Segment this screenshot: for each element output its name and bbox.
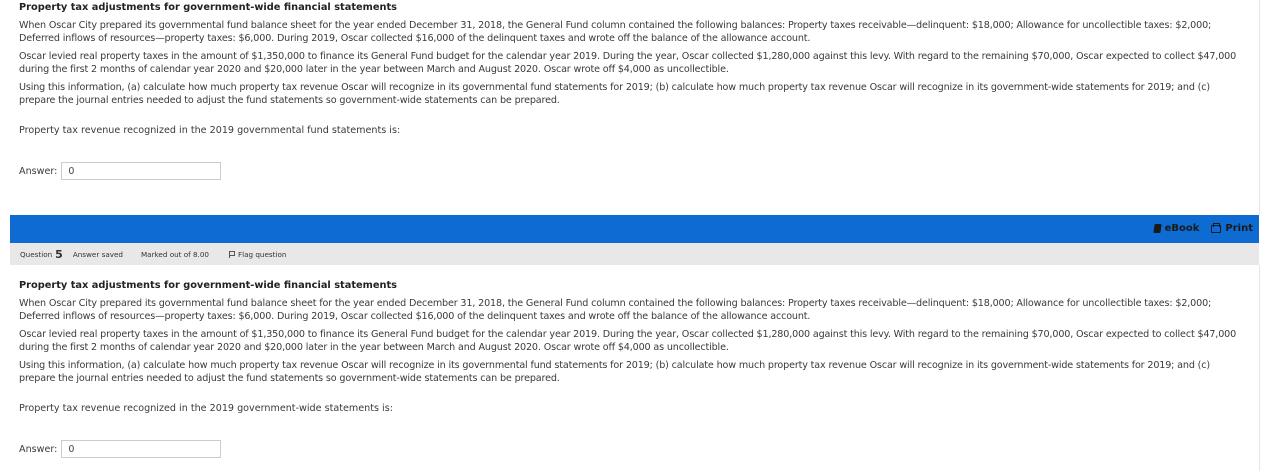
answer-row <box>19 440 1249 458</box>
question-block-1 <box>10 0 1260 215</box>
marked-out-of: Marked out of 8.00 <box>140 249 209 259</box>
flag-question-button[interactable] <box>229 250 286 259</box>
question-block-2 <box>10 265 1260 471</box>
question-paragraph: When Oscar City prepared its governmental fund balance sheet for the year ended December 31, 2018, the General Fund column contained the following balances: Property taxes receivable—delinquent: $18,000; Allowance for uncollectible taxes: $2,000; Deferred inflows of resources—property taxes: $6,000. During 2019, Oscar collected $16,000 of the delinquent taxes and wrote off the balance of the allowance account. <box>19 20 1212 45</box>
ebook-label: eBook <box>1164 223 1200 234</box>
question-toolbar <box>10 215 1259 243</box>
flag-icon <box>229 251 235 258</box>
ebook-link[interactable] <box>1154 223 1200 234</box>
question-number: 5 <box>55 247 63 261</box>
question-paragraph: Oscar levied real property taxes in the amount of $1,350,000 to finance its General Fund budget for the calendar year 2019. During the year, Oscar collected $1,280,000 against this levy. With regard to the remaining $70,000, Oscar expected to collect $47,000 during the first 2 months of calendar year 2020 and $20,000 later in the year between March and August 2020. Oscar wrote off $4,000 as uncollectible. <box>19 328 1237 354</box>
answer-input[interactable] <box>61 162 221 180</box>
answer-prompt: Property tax revenue recognized in the 2019 governmental fund statements is: <box>19 125 401 137</box>
question-paragraph: Using this information, (a) calculate how much property tax revenue Oscar will recognize in its governmental fund statements for 2019; (b) calculate how much property tax revenue Oscar will recognize in its government-wide statements for 2019; and (c) prepare the journal entries needed to adjust the fund statements so government-wide statements can be prepared. <box>19 359 1210 385</box>
question-paragraph: Using this information, (a) calculate how much property tax revenue Oscar will recognize in its governmental fund statements for 2019; (b) calculate how much property tax revenue Oscar will recognize in its government-wide statements for 2019; and (c) prepare the journal entries needed to adjust the fund statements so government-wide statements can be prepared. <box>19 81 1210 107</box>
question-label: Question <box>20 249 53 259</box>
question-title: Property tax adjustments for government-wide financial statements <box>19 2 397 13</box>
answer-label: Answer: <box>19 443 58 455</box>
answer-input[interactable] <box>61 440 221 458</box>
print-label: Print <box>1225 223 1253 234</box>
book-icon <box>1153 224 1161 233</box>
question-paragraph: Oscar levied real property taxes in the amount of $1,350,000 to finance its General Fund budget for the calendar year 2019. During the year, Oscar collected $1,280,000 against this levy. With regard to the remaining $70,000, Oscar expected to collect $47,000 during the first 2 months of calendar year 2020 and $20,000 later in the year between March and August 2020. Oscar wrote off $4,000 as uncollectible. <box>19 50 1237 76</box>
print-link[interactable] <box>1211 223 1253 234</box>
printer-icon <box>1211 225 1221 233</box>
toolbar-links <box>1154 223 1253 234</box>
question-text <box>10 1 1259 180</box>
question-title: Property tax adjustments for government-wide financial statements <box>19 280 397 291</box>
question-paragraph: When Oscar City prepared its governmental fund balance sheet for the year ended December 31, 2018, the General Fund column contained the following balances: Property taxes receivable—delinquent: $18,000; Allowance for uncollectible taxes: $2,000; Deferred inflows of resources—property taxes: $6,000. During 2019, Oscar collected $16,000 of the delinquent taxes and wrote off the balance of the allowance account. <box>19 298 1212 323</box>
flag-question-label: Flag question <box>237 249 287 259</box>
answer-status: Answer saved <box>72 249 123 259</box>
answer-prompt: Property tax revenue recognized in the 2019 government-wide statements is: <box>19 403 393 415</box>
answer-row <box>19 162 1249 180</box>
answer-label: Answer: <box>19 165 58 177</box>
question-text <box>10 279 1259 458</box>
question-info-bar <box>10 243 1259 265</box>
